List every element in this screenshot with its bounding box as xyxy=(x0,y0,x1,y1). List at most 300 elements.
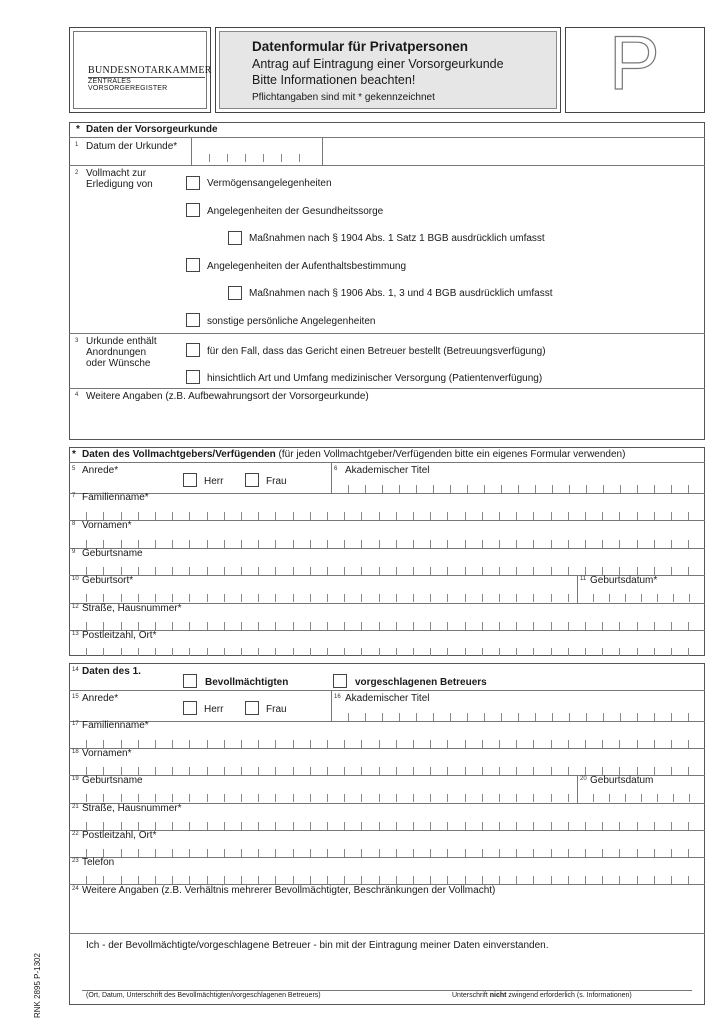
label-herr: Herr xyxy=(204,476,224,487)
tick-mark xyxy=(224,876,225,884)
input-telefon[interactable] xyxy=(69,876,705,884)
tick-mark xyxy=(688,876,689,884)
tick-mark xyxy=(568,794,569,802)
tick-mark xyxy=(138,740,139,748)
tick-mark xyxy=(327,648,328,656)
signature-note xyxy=(452,992,632,999)
tick-mark xyxy=(671,540,672,548)
tick-mark xyxy=(310,567,311,575)
tick-mark xyxy=(641,794,642,802)
field-number: 12 xyxy=(72,604,79,610)
tick-mark xyxy=(275,767,276,775)
tick-mark xyxy=(189,849,190,857)
tick-mark xyxy=(516,648,517,656)
tick-mark xyxy=(654,713,655,721)
tick-mark xyxy=(361,876,362,884)
field-number: 7 xyxy=(72,493,76,499)
tick-mark xyxy=(399,485,400,493)
tick-mark xyxy=(310,822,311,830)
tick-mark xyxy=(657,794,658,802)
tick-mark xyxy=(568,512,569,520)
tick-mark xyxy=(172,767,173,775)
date-input-urkunde[interactable] xyxy=(191,154,322,162)
input-titel-2[interactable] xyxy=(331,713,705,721)
tick-mark xyxy=(275,540,276,548)
field-label-geburtsort: Geburtsort* xyxy=(82,575,134,586)
field-label-familienname-2: Familienname* xyxy=(82,720,149,731)
tick-mark xyxy=(413,794,414,802)
tick-mark xyxy=(327,567,328,575)
tick-mark xyxy=(382,713,383,721)
input-plz-ort-2[interactable] xyxy=(69,849,705,857)
tick-mark xyxy=(379,767,380,775)
tick-mark xyxy=(654,485,655,493)
form-letter-box xyxy=(565,21,705,113)
tick-mark xyxy=(224,567,225,575)
tick-mark xyxy=(275,849,276,857)
field-number: 23 xyxy=(72,858,79,864)
tick-mark xyxy=(499,794,500,802)
tick-mark xyxy=(609,594,610,602)
tick-mark xyxy=(602,648,603,656)
tick-mark xyxy=(569,485,570,493)
tick-mark xyxy=(241,794,242,802)
checkbox-aufenthalt[interactable] xyxy=(186,258,200,272)
tick-mark xyxy=(361,740,362,748)
tick-mark xyxy=(465,622,466,630)
tick-mark xyxy=(551,594,552,602)
tick-mark xyxy=(396,512,397,520)
checkbox-frau-2[interactable] xyxy=(245,701,259,715)
tick-mark xyxy=(568,876,569,884)
input-strasse[interactable] xyxy=(69,622,705,630)
tick-mark xyxy=(293,594,294,602)
field-number: 10 xyxy=(72,576,79,582)
tick-mark xyxy=(344,648,345,656)
tick-mark xyxy=(413,822,414,830)
tick-mark xyxy=(465,512,466,520)
tick-mark xyxy=(275,740,276,748)
tick-mark xyxy=(396,794,397,802)
tick-mark xyxy=(344,540,345,548)
tick-mark xyxy=(365,485,366,493)
tick-mark xyxy=(430,822,431,830)
checkbox-herr[interactable] xyxy=(183,473,197,487)
field-number: 9 xyxy=(72,549,76,555)
textarea-weitere-angaben[interactable] xyxy=(72,405,702,437)
tick-mark xyxy=(209,154,210,162)
field-number: 18 xyxy=(72,749,79,755)
tick-mark xyxy=(382,485,383,493)
tick-mark xyxy=(138,767,139,775)
tick-mark xyxy=(138,567,139,575)
tick-mark xyxy=(155,849,156,857)
field-number: 21 xyxy=(72,804,79,810)
tick-mark xyxy=(155,512,156,520)
tick-mark xyxy=(689,794,690,802)
tick-mark xyxy=(258,849,259,857)
checkbox-patientenverfuegung[interactable] xyxy=(186,370,200,384)
tick-mark xyxy=(654,767,655,775)
input-plz-ort[interactable] xyxy=(69,648,705,656)
tick-mark xyxy=(361,822,362,830)
tick-mark xyxy=(637,740,638,748)
tick-mark xyxy=(281,154,282,162)
tick-mark xyxy=(585,622,586,630)
tick-mark xyxy=(327,794,328,802)
field-number: 16 xyxy=(334,694,341,700)
tick-mark xyxy=(551,740,552,748)
tick-mark xyxy=(379,540,380,548)
checkbox-1906[interactable] xyxy=(228,286,242,300)
tick-mark xyxy=(258,648,259,656)
tick-mark xyxy=(189,512,190,520)
tick-mark xyxy=(189,794,190,802)
tick-mark xyxy=(293,740,294,748)
tick-mark xyxy=(430,794,431,802)
tick-mark xyxy=(533,622,534,630)
tick-mark xyxy=(585,540,586,548)
tick-mark xyxy=(688,822,689,830)
org-subtitle: ZENTRALES VORSORGEREGISTER xyxy=(88,78,168,92)
tick-mark xyxy=(138,822,139,830)
tick-mark xyxy=(620,485,621,493)
tick-mark xyxy=(450,485,451,493)
option-1904: Maßnahmen nach § 1904 Abs. 1 Satz 1 BGB ausdrücklich umfasst xyxy=(249,233,545,244)
tick-mark xyxy=(499,594,500,602)
tick-mark xyxy=(379,740,380,748)
tick-mark xyxy=(552,713,553,721)
option-patientenverfuegung: hinsichtlich Art und Umfang medizinischer Versorgung (Patientenverfügung) xyxy=(207,373,543,384)
tick-mark xyxy=(396,622,397,630)
tick-mark xyxy=(155,822,156,830)
title-box xyxy=(215,27,561,113)
tick-mark xyxy=(619,512,620,520)
tick-mark xyxy=(654,622,655,630)
tick-mark xyxy=(103,648,104,656)
tick-mark xyxy=(396,648,397,656)
field-number: 20 xyxy=(580,776,587,782)
input-strasse-2[interactable] xyxy=(69,822,705,830)
tick-mark xyxy=(121,648,122,656)
tick-mark xyxy=(482,876,483,884)
tick-mark xyxy=(396,822,397,830)
tick-mark xyxy=(516,512,517,520)
divider xyxy=(69,462,705,463)
tick-mark xyxy=(344,876,345,884)
tick-mark xyxy=(516,622,517,630)
tick-mark xyxy=(155,594,156,602)
tick-mark xyxy=(103,540,104,548)
tick-mark xyxy=(344,622,345,630)
section-title-asterisk: * xyxy=(72,449,76,460)
tick-mark xyxy=(467,713,468,721)
tick-mark xyxy=(121,876,122,884)
tick-mark xyxy=(155,648,156,656)
tick-mark xyxy=(189,876,190,884)
tick-mark xyxy=(103,767,104,775)
label-betreuer: vorgeschlagenen Betreuers xyxy=(355,677,487,688)
tick-mark xyxy=(224,540,225,548)
field-label-weitere-angaben: Weitere Angaben (z.B. Aufbewahrungsort der Vorsorgeurkunde) xyxy=(86,391,369,402)
input-familienname-2[interactable] xyxy=(69,740,705,748)
tick-mark xyxy=(361,540,362,548)
field-number: 2 xyxy=(75,170,79,176)
tick-mark xyxy=(568,567,569,575)
input-geburtsdatum-2[interactable] xyxy=(577,794,705,802)
tick-mark xyxy=(207,622,208,630)
tick-mark xyxy=(310,512,311,520)
tick-mark xyxy=(138,594,139,602)
input-titel[interactable] xyxy=(331,485,705,493)
tick-mark xyxy=(241,594,242,602)
tick-mark xyxy=(619,648,620,656)
tick-mark xyxy=(293,512,294,520)
tick-mark xyxy=(189,822,190,830)
field-label-vollmacht-1: Vollmacht zur xyxy=(86,168,147,179)
tick-mark xyxy=(671,485,672,493)
tick-mark xyxy=(533,794,534,802)
tick-mark xyxy=(516,567,517,575)
field-number: 13 xyxy=(72,631,79,637)
tick-mark xyxy=(207,794,208,802)
tick-mark xyxy=(379,622,380,630)
tick-mark xyxy=(447,594,448,602)
input-geburtsort[interactable] xyxy=(69,594,577,602)
tick-mark xyxy=(241,822,242,830)
divider xyxy=(69,830,705,831)
tick-mark xyxy=(138,849,139,857)
consent-text: Ich - der Bevollmächtigte/vorgeschlagene Betreuer - bin mit der Eintragung meiner Daten einverstanden. xyxy=(86,940,549,951)
tick-mark xyxy=(121,794,122,802)
tick-mark xyxy=(688,512,689,520)
tick-mark xyxy=(103,567,104,575)
tick-mark xyxy=(396,740,397,748)
tick-mark xyxy=(673,794,674,802)
tick-mark xyxy=(499,822,500,830)
tick-mark xyxy=(121,849,122,857)
tick-mark xyxy=(654,849,655,857)
tick-mark xyxy=(413,849,414,857)
tick-mark xyxy=(224,512,225,520)
signature-field[interactable] xyxy=(72,955,702,989)
tick-mark xyxy=(465,740,466,748)
tick-mark xyxy=(172,794,173,802)
tick-mark xyxy=(551,648,552,656)
tick-mark xyxy=(516,794,517,802)
tick-mark xyxy=(467,485,468,493)
tick-mark xyxy=(344,822,345,830)
label-herr-2: Herr xyxy=(204,704,224,715)
tick-mark xyxy=(482,767,483,775)
signature-note-post: zwingend erforderlich (s. Informationen) xyxy=(506,992,632,999)
tick-mark xyxy=(155,567,156,575)
field-label-vornamen: Vornamen* xyxy=(82,520,132,531)
tick-mark xyxy=(86,822,87,830)
tick-mark xyxy=(609,794,610,802)
tick-mark xyxy=(568,540,569,548)
tick-mark xyxy=(361,794,362,802)
tick-mark xyxy=(361,594,362,602)
tick-mark xyxy=(688,713,689,721)
tick-mark xyxy=(241,567,242,575)
checkbox-bevollmaechtigter[interactable] xyxy=(183,674,197,688)
divider xyxy=(69,333,705,334)
tick-mark xyxy=(413,540,414,548)
tick-mark xyxy=(568,622,569,630)
checkbox-herr-2[interactable] xyxy=(183,701,197,715)
checkbox-vermoegen[interactable] xyxy=(186,176,200,190)
tick-mark xyxy=(568,767,569,775)
tick-mark xyxy=(293,822,294,830)
tick-mark xyxy=(189,767,190,775)
tick-mark xyxy=(155,876,156,884)
tick-mark xyxy=(637,849,638,857)
checkbox-frau[interactable] xyxy=(245,473,259,487)
field-label-familienname: Familienname* xyxy=(82,492,149,503)
tick-mark xyxy=(189,648,190,656)
input-geburtsname-2[interactable] xyxy=(69,794,577,802)
input-geburtsdatum[interactable] xyxy=(577,594,705,602)
tick-mark xyxy=(207,876,208,884)
tick-mark xyxy=(138,794,139,802)
option-vermoegen: Vermögensangelegenheiten xyxy=(207,178,332,189)
tick-mark xyxy=(396,767,397,775)
tick-mark xyxy=(585,512,586,520)
tick-mark xyxy=(155,767,156,775)
checkbox-betreuer[interactable] xyxy=(333,674,347,688)
divider xyxy=(69,493,705,494)
tick-mark xyxy=(361,767,362,775)
tick-mark xyxy=(671,622,672,630)
tick-mark xyxy=(361,567,362,575)
field-number: 5 xyxy=(72,466,76,472)
tick-mark xyxy=(533,876,534,884)
tick-mark xyxy=(379,512,380,520)
tick-mark xyxy=(172,876,173,884)
section-note: (für jeden Vollmachtgeber/Verfügenden bitte ein eigenes Formular verwenden) xyxy=(278,449,626,460)
tick-mark xyxy=(585,567,586,575)
tick-mark xyxy=(620,713,621,721)
tick-mark xyxy=(172,740,173,748)
field-label-anrede: Anrede* xyxy=(82,465,119,476)
checkbox-1904[interactable] xyxy=(228,231,242,245)
tick-mark xyxy=(430,540,431,548)
input-vornamen[interactable] xyxy=(69,540,705,548)
field-number: 22 xyxy=(72,831,79,837)
tick-mark xyxy=(379,648,380,656)
input-vornamen-2[interactable] xyxy=(69,767,705,775)
tick-mark xyxy=(413,767,414,775)
tick-mark xyxy=(224,794,225,802)
field-label-geburtsname: Geburtsname xyxy=(82,548,143,559)
input-geburtsname[interactable] xyxy=(69,567,705,575)
field-label-plz-ort: Postleitzahl, Ort* xyxy=(82,630,157,641)
tick-mark xyxy=(637,876,638,884)
tick-mark xyxy=(224,767,225,775)
tick-mark xyxy=(430,876,431,884)
tick-mark xyxy=(275,876,276,884)
tick-mark xyxy=(241,540,242,548)
tick-mark xyxy=(533,540,534,548)
tick-mark xyxy=(293,767,294,775)
tick-mark xyxy=(348,485,349,493)
field-number: 17 xyxy=(72,721,79,727)
tick-mark xyxy=(433,485,434,493)
tick-mark xyxy=(396,594,397,602)
field-number: 6 xyxy=(334,466,338,472)
tick-mark xyxy=(637,622,638,630)
signature-line xyxy=(82,990,692,991)
tick-mark xyxy=(551,822,552,830)
tick-mark xyxy=(275,622,276,630)
tick-mark xyxy=(688,567,689,575)
tick-mark xyxy=(310,648,311,656)
tick-mark xyxy=(482,849,483,857)
tick-mark xyxy=(310,594,311,602)
checkbox-gesundheit[interactable] xyxy=(186,203,200,217)
input-familienname[interactable] xyxy=(69,512,705,520)
tick-mark xyxy=(258,822,259,830)
tick-mark xyxy=(413,648,414,656)
tick-mark xyxy=(155,622,156,630)
tick-mark xyxy=(499,849,500,857)
tick-mark xyxy=(518,485,519,493)
logo-box xyxy=(69,27,211,113)
tick-mark xyxy=(551,876,552,884)
tick-mark xyxy=(688,540,689,548)
tick-mark xyxy=(172,540,173,548)
tick-mark xyxy=(327,622,328,630)
field-label-titel: Akademischer Titel xyxy=(345,465,430,476)
tick-mark xyxy=(654,822,655,830)
tick-mark xyxy=(625,794,626,802)
divider xyxy=(69,165,705,166)
tick-mark xyxy=(533,512,534,520)
page-title: Datenformular für Privatpersonen xyxy=(252,39,469,54)
checkbox-sonstige[interactable] xyxy=(186,313,200,327)
tick-mark xyxy=(447,567,448,575)
tick-mark xyxy=(258,567,259,575)
checkbox-betreuungsverfuegung[interactable] xyxy=(186,343,200,357)
tick-mark xyxy=(447,540,448,548)
tick-mark xyxy=(396,849,397,857)
tick-mark xyxy=(86,876,87,884)
tick-mark xyxy=(516,740,517,748)
tick-mark xyxy=(568,822,569,830)
tick-mark xyxy=(593,594,594,602)
textarea-weitere-angaben-2[interactable] xyxy=(72,899,702,931)
tick-mark xyxy=(671,849,672,857)
tick-mark xyxy=(258,794,259,802)
tick-mark xyxy=(327,540,328,548)
tick-mark xyxy=(465,876,466,884)
tick-mark xyxy=(413,622,414,630)
tick-mark xyxy=(379,822,380,830)
tick-mark xyxy=(619,622,620,630)
tick-mark xyxy=(103,822,104,830)
tick-mark xyxy=(465,567,466,575)
tick-mark xyxy=(625,594,626,602)
tick-mark xyxy=(568,648,569,656)
tick-mark xyxy=(671,740,672,748)
tick-mark xyxy=(482,822,483,830)
tick-mark xyxy=(103,849,104,857)
tick-mark xyxy=(450,713,451,721)
signature-note-pre: Unterschrift xyxy=(452,992,490,999)
tick-mark xyxy=(569,713,570,721)
tick-mark xyxy=(310,540,311,548)
